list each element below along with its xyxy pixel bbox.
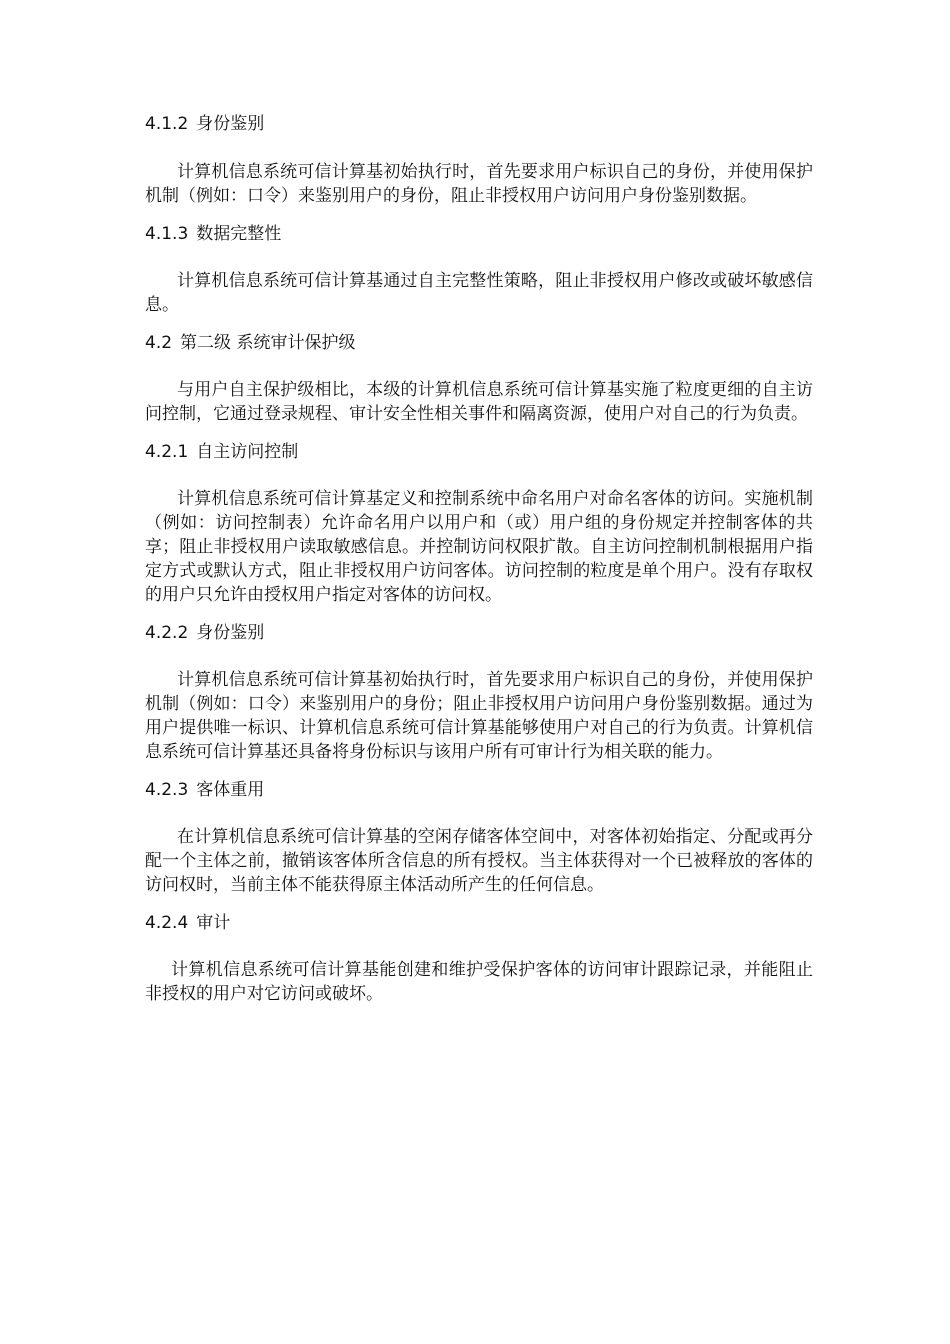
section-heading [145, 440, 813, 464]
section-number: 4.2 [145, 333, 173, 353]
section-4-1-3 [145, 222, 813, 317]
section-paragraph: 计算机信息系统可信计算基初始执行时，首先要求用户标识自己的身份，并使用保护机制（例如：口令）来鉴别用户的身份；阻止非授权用户访问用户身份鉴别数据。通过为用户提供唯一标识、计算机信息系统可信计算基能够使用户对自己的行为负责。计算机信息系统可信计算基还具备将身份标识与该用户所有可审计行为相关联的能力。 [145, 670, 813, 762]
section-title: 自主访问控制 [196, 442, 299, 462]
section-heading [145, 331, 813, 355]
section-heading [145, 778, 813, 802]
section-paragraph: 在计算机信息系统可信计算基的空闲存储客体空间中，对客体初始指定、分配或再分配一个主体之前，撤销该客体所含信息的所有授权。当主体获得对一个已被释放的客体的访问权时，当前主体不能获得原主体活动所产生的任何信息。 [145, 827, 813, 895]
section-4-2-2 [145, 621, 813, 764]
section-number: 4.2.4 [145, 913, 189, 933]
section-paragraph: 计算机信息系统可信计算基通过自主完整性策略，阻止非授权用户修改或破坏敏感信息。 [145, 271, 813, 315]
section-number: 4.2.1 [145, 442, 189, 462]
section-title: 身份鉴别 [196, 114, 265, 134]
section-heading [145, 112, 813, 136]
section-4-2-4 [145, 911, 813, 1006]
section-paragraph: 计算机信息系统可信计算基初始执行时，首先要求用户标识自己的身份，并使用保护机制（例如：口令）来鉴别用户的身份，阻止非授权用户访问用户身份鉴别数据。 [145, 162, 813, 206]
section-4-1-2 [145, 112, 813, 208]
section-heading [145, 621, 813, 645]
section-heading [145, 911, 813, 935]
section-paragraph: 计算机信息系统可信计算基定义和控制系统中命名用户对命名客体的访问。实施机制（例如：访问控制表）允许命名用户以用户和（或）用户组的身份规定并控制客体的共享；阻止非授权用户读取敏感信息。并控制访问权限扩散。自主访问控制机制根据用户指定方式或默认方式，阻止非授权用户访问客体。访问控制的粒度是单个用户。没有存取权的用户只允许由授权用户指定对客体的访问权。 [145, 489, 813, 605]
section-title: 审计 [196, 913, 231, 933]
section-4-2 [145, 331, 813, 426]
section-number: 4.2.2 [145, 623, 189, 643]
document-page [145, 108, 813, 1006]
section-title: 第二级 系统审计保护级 [180, 333, 356, 353]
section-4-2-3 [145, 778, 813, 897]
section-4-2-1 [145, 440, 813, 607]
section-paragraph: 与用户自主保护级相比，本级的计算机信息系统可信计算基实施了粒度更细的自主访问控制，它通过登录规程、审计安全性相关事件和隔离资源，使用户对自己的行为负责。 [145, 380, 813, 424]
section-number: 4.1.3 [145, 224, 189, 244]
section-title: 数据完整性 [196, 224, 282, 244]
section-paragraph: 计算机信息系统可信计算基能创建和维护受保护客体的访问审计跟踪记录，并能阻止非授权的用户对它访问或破坏。 [145, 960, 813, 1004]
section-number: 4.2.3 [145, 780, 189, 800]
section-title: 身份鉴别 [196, 623, 265, 643]
section-number: 4.1.2 [145, 114, 189, 134]
section-title: 客体重用 [196, 780, 265, 800]
section-heading [145, 222, 813, 246]
